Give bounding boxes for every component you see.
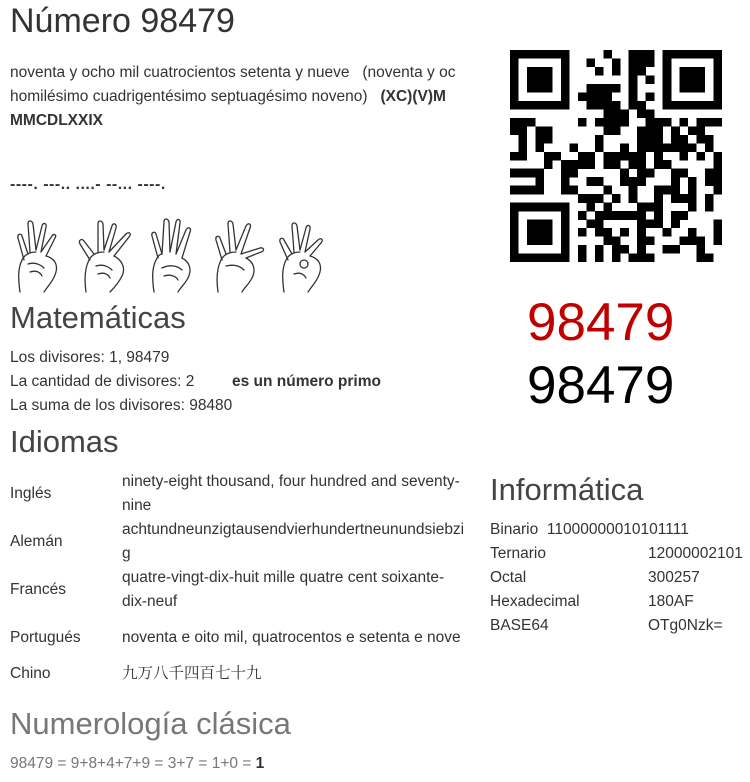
- numerology-formula-text: 98479 = 9+8+4+7+9 = 3+7 = 1+0 =: [10, 755, 256, 772]
- hand-four-icon: [142, 214, 206, 294]
- page-title: Número 98479: [10, 2, 235, 40]
- language-value: noventa e oito mil, quatrocentos e setenta e nove: [122, 629, 461, 646]
- language-name: Inglés: [10, 485, 52, 502]
- divisor-count-line: La cantidad de divisores: 2: [10, 373, 195, 390]
- base-value: 180AF: [648, 593, 694, 610]
- binary-label: Binario: [490, 521, 539, 538]
- language-name: Portugués: [10, 629, 81, 646]
- language-row-english: [10, 470, 480, 518]
- math-heading: Matemáticas: [10, 300, 186, 335]
- hand-seven-icon: [208, 214, 272, 294]
- language-value: 九万八千四百七十九: [122, 665, 262, 682]
- base-label: BASE64: [490, 617, 549, 634]
- base-label: Octal: [490, 569, 527, 586]
- language-name: Francés: [10, 581, 66, 598]
- language-value: quatre-vingt-dix-huit mille quatre cent soixante-dix-neuf: [122, 569, 445, 610]
- base-value: 12000002101: [648, 545, 743, 562]
- numerology-heading: Numerología clásica: [10, 706, 291, 741]
- languages-heading: Idiomas: [10, 424, 119, 459]
- base-value: 300257: [648, 569, 700, 586]
- hand-nine-icon: [10, 214, 74, 294]
- ternary-row: [490, 545, 750, 563]
- words-line-2: homilésimo cuadrigentésimo septuagésimo noveno): [10, 88, 368, 105]
- binary-row: [490, 521, 750, 539]
- binary-value: 11000000010101111: [546, 521, 689, 538]
- numerology-result: 1: [255, 755, 265, 772]
- divisors-line: Los divisores: 1, 98479: [10, 349, 170, 366]
- roman-numeral-part-1: (XC)(V)M: [380, 88, 446, 105]
- language-row-portuguese: [10, 614, 480, 662]
- base64-row: [490, 617, 750, 635]
- big-number-black: 98479: [527, 356, 675, 415]
- language-value: ninety-eight thousand, four hundred and seventy-nine: [122, 473, 460, 514]
- roman-numeral-part-2: MMCDLXXIX: [10, 112, 103, 129]
- language-row-german: [10, 518, 480, 566]
- divisor-sum-line: La suma de los divisores: 98480: [10, 397, 233, 414]
- sign-language-hands: [10, 214, 340, 294]
- words-line-1: noventa y ocho mil cuatrocientos setenta y nueve (noventa y oc: [10, 64, 456, 81]
- base-value: OTg0Nzk=: [648, 617, 723, 634]
- big-number-red: 98479: [527, 293, 675, 352]
- number-in-words: [10, 61, 480, 133]
- base-label: Hexadecimal: [490, 593, 580, 610]
- numerology-formula: [10, 755, 264, 773]
- qr-code-icon: [510, 50, 722, 262]
- hand-nine-icon: [274, 214, 338, 294]
- morse-code: ----. ---.. ....- --... ----.: [10, 176, 166, 193]
- language-name: Alemán: [10, 533, 63, 550]
- hand-eight-icon: [76, 214, 140, 294]
- language-row-chinese: [10, 662, 480, 686]
- language-name: Chino: [10, 665, 51, 682]
- language-value: achtundneunzigtausendvierhundertneunundsiebzig: [122, 521, 465, 562]
- prime-badge: es un número primo: [232, 373, 381, 390]
- base-label: Ternario: [490, 545, 546, 562]
- language-row-french: [10, 566, 480, 614]
- octal-row: [490, 569, 750, 587]
- hexadecimal-row: [490, 593, 750, 611]
- computing-heading: Informática: [490, 472, 644, 507]
